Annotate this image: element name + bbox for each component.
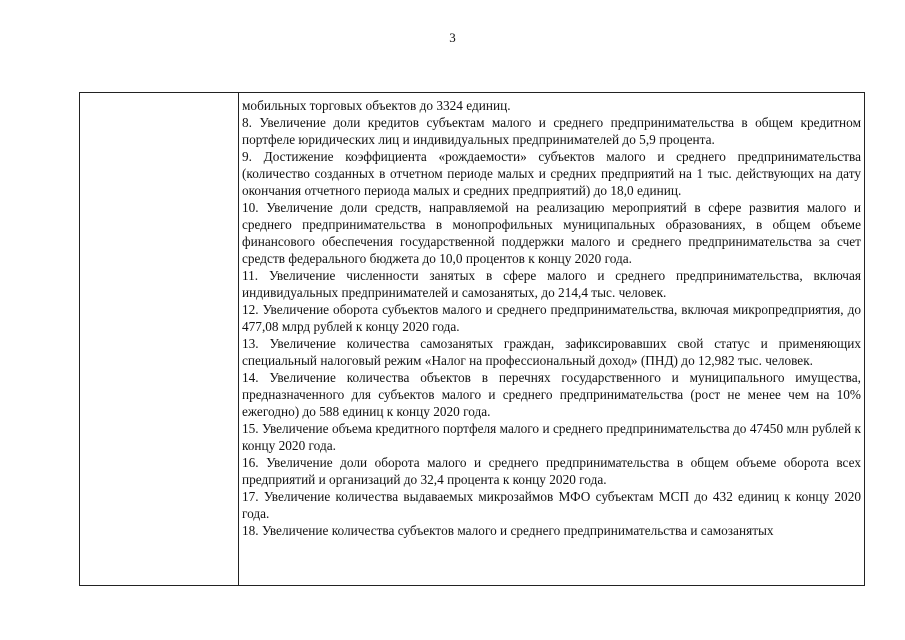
list-item: 9. Достижение коэффициента «рождаемости» субъектов малого и среднего предпринимательства (количество созданных в отчетном периоде малых и средних предприятий на 1 тыс. действующих на дату окончания отчетного периода малых и средних предприятий) до 18,0 единиц. [242,149,861,198]
list-item: 12. Увеличение оборота субъектов малого и среднего предпринимательства, включая микропредприятия, до 477,08 млрд рублей к концу 2020 года. [242,302,861,334]
page-number: 3 [449,30,456,45]
list-item: мобильных торговых объектов до 3324 единиц. [242,98,511,113]
list-item: 8. Увеличение доли кредитов субъектам малого и среднего предпринимательства в общем кредитном портфеле юридических лиц и индивидуальных предпринимателей до 5,9 процента. [242,115,861,147]
list-item: 18. Увеличение количества субъектов малого и среднего предпринимательства и самозанятых [242,523,774,538]
list-item: 15. Увеличение объема кредитного портфеля малого и среднего предпринимательства до 47450 млн рублей к концу 2020 года. [242,421,861,453]
document-table [79,92,865,586]
list-item: 10. Увеличение доли средств, направляемой на реализацию мероприятий в сфере развития малого и среднего предпринимательства в монопрофильных муниципальных образованиях, в общем объеме финансового обеспечения государственной поддержки малого и среднего предпринимательства за счет средств федерального бюджета до 10,0 процентов к концу 2020 года. [242,200,861,266]
list-item: 14. Увеличение количества объектов в перечнях государственного и муниципального имущества, предназначенного для субъектов малого и среднего предпринимательства (рост не менее чем на 10% ежегодно) до 588 единиц к концу 2020 года. [242,370,861,419]
list-item: 16. Увеличение доли оборота малого и среднего предпринимательства в общем объеме оборота всех предприятий и организаций до 32,4 процента к концу 2020 года. [242,455,861,487]
table-left-column [80,93,239,585]
list-item: 13. Увеличение количества самозанятых граждан, зафиксировавших свой статус и применяющих специальный налоговый режим «Налог на профессиональный доход» (ПНД) до 12,982 тыс. человек. [242,336,861,368]
list-item: 11. Увеличение численности занятых в сфере малого и среднего предпринимательства, включая индивидуальных предпринимателей и самозанятых, до 214,4 тыс. человек. [242,268,861,300]
table-right-column [239,93,864,585]
list-item: 17. Увеличение количества выдаваемых микрозаймов МФО субъектам МСП до 432 единиц к концу 2020 года. [242,489,861,521]
